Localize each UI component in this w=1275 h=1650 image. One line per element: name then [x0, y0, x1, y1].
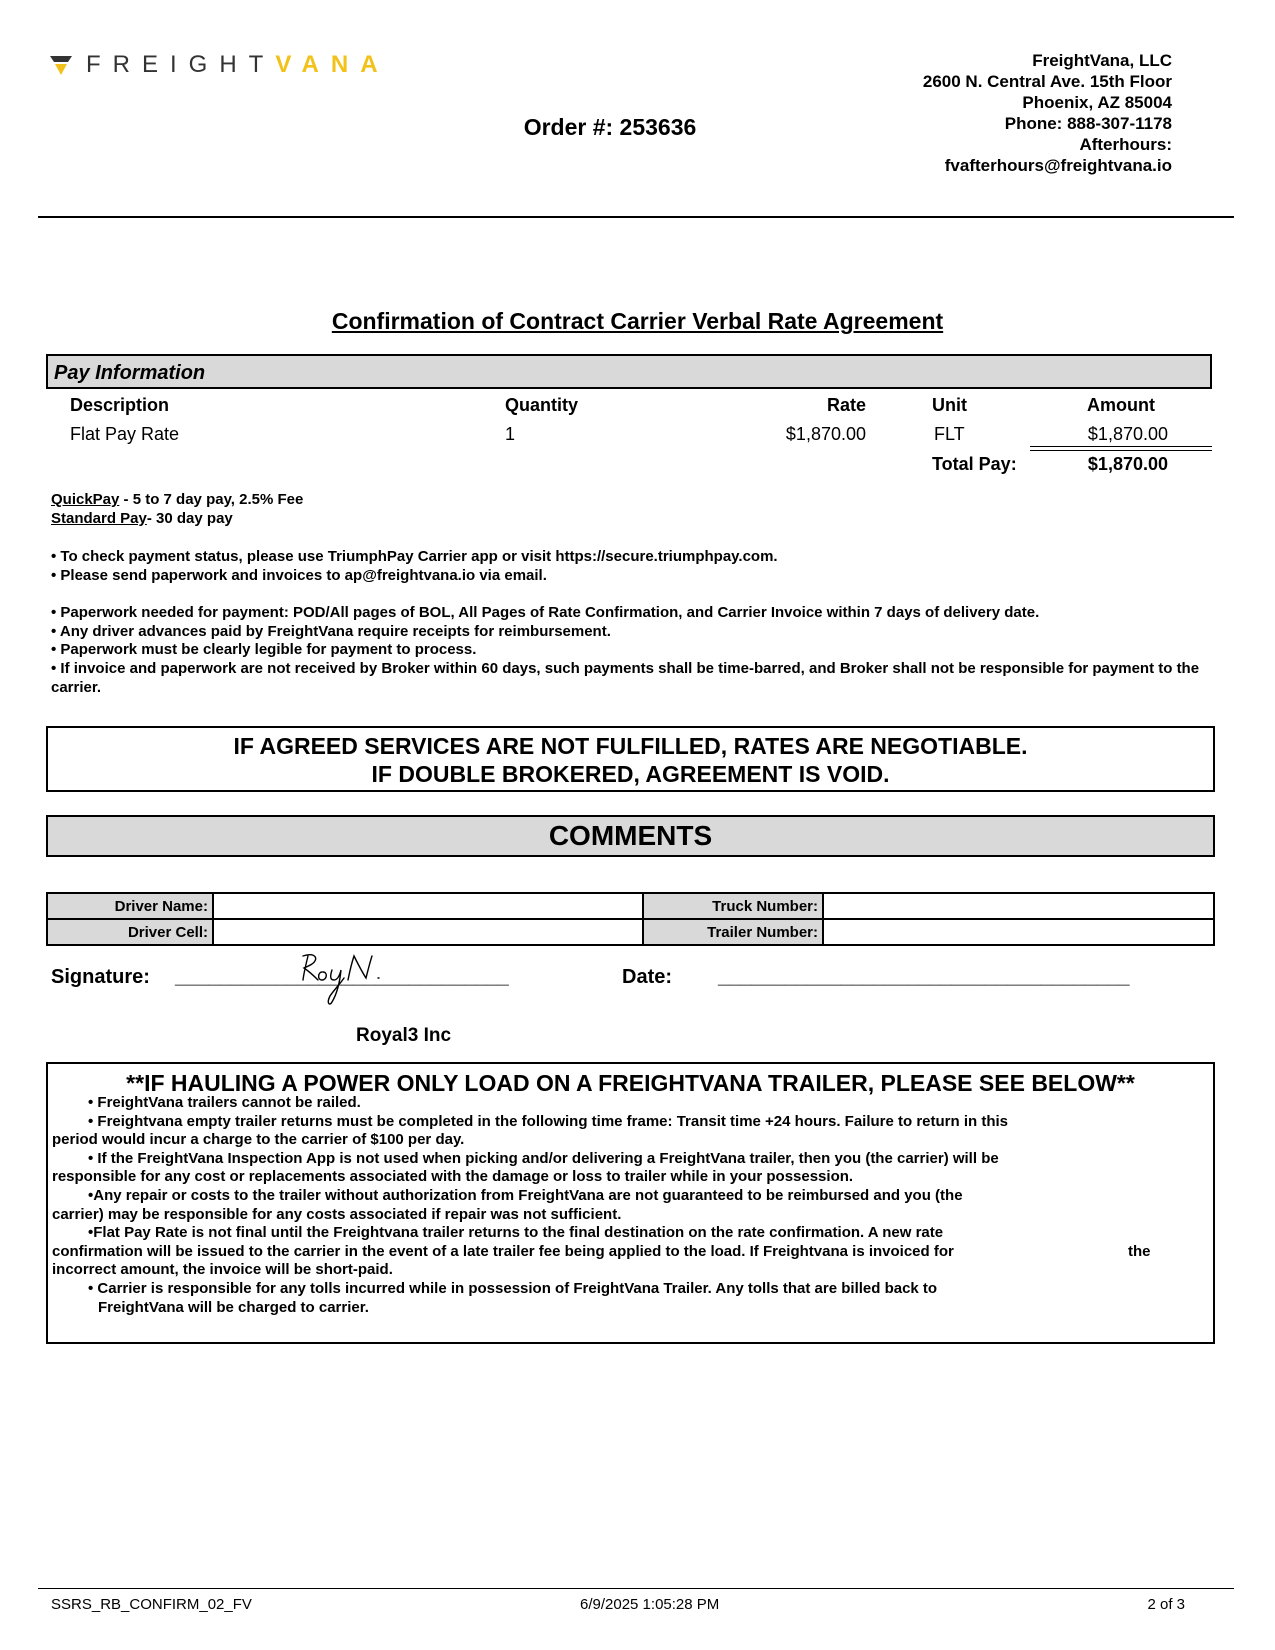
po-item-continued-end: the [1128, 1242, 1151, 1260]
row-quantity: 1 [505, 424, 516, 444]
note-item: • Paperwork needed for payment: POD/All pages of BOL, All Pages of Rate Confirmation, and Carrier Invoice within 7 days of delivery date. [51, 604, 1040, 621]
row-amount: $1,870.00 [1087, 424, 1168, 444]
row-rate: $1,870.00 [785, 424, 866, 444]
po-item-continued: FreightVana will be charged to carrier. [98, 1298, 369, 1316]
po-item: • Carrier is responsible for any tolls incurred while in possession of FreightVana Trailer. Any tolls that are billed back to [88, 1279, 938, 1297]
company-address-line1: 2600 N. Central Ave. 15th Floor [922, 72, 1172, 91]
standard-pay-label: Standard Pay [51, 509, 147, 527]
header-divider [38, 216, 1234, 218]
total-pay-value: $1,870.00 [1087, 454, 1168, 474]
company-address-block [923, 50, 1172, 176]
note-item: • To check payment status, please use TriumphPay Carrier app or visit https://secure.triumphpay.com. [51, 548, 778, 565]
logo-wordmark [86, 51, 390, 79]
footer-divider [38, 1588, 1234, 1589]
signer-name: Royal3 Inc [356, 1025, 452, 1046]
col-header-amount: Amount [1087, 395, 1155, 415]
trailer-number-label: Trailer Number: [643, 919, 823, 945]
row-unit: FLT [934, 424, 965, 444]
footer-report-id: SSRS_RB_CONFIRM_02_FV [51, 1596, 252, 1613]
paperwork-notes [51, 604, 1211, 698]
po-item-continued: responsible for any cost or replacements associated with the damage or loss to trailer while in your possession. [52, 1168, 854, 1186]
date-line[interactable]: _____________________________________ [718, 966, 1130, 988]
trailer-number-field[interactable] [823, 919, 1214, 945]
quickpay-text: - 5 to 7 day pay, 2.5% Fee [119, 491, 304, 508]
comments-header: COMMENTS [46, 815, 1215, 857]
po-item-continued-row [52, 1243, 1202, 1262]
company-name: FreightVana, LLC [1032, 51, 1172, 70]
col-header-description: Description [70, 395, 170, 415]
logo-word-freight: FREIGHT [86, 51, 276, 78]
date-label: Date: [622, 966, 673, 988]
signature-label: Signature: [51, 966, 150, 988]
driver-cell-label: Driver Cell: [47, 919, 213, 945]
signature-line[interactable]: ______________________________ [175, 966, 509, 988]
po-item-continued: confirmation will be issued to the carrier in the event of a late trailer fee being applied to the load. If Freightvana is invoiced for [52, 1242, 954, 1260]
warning-line-1: IF AGREED SERVICES ARE NOT FULFILLED, RATES ARE NEGOTIABLE. [233, 733, 1028, 759]
po-item: • FreightVana trailers cannot be railed. [88, 1094, 361, 1111]
power-only-box [46, 1062, 1215, 1344]
note-item: • Any driver advances paid by FreightVana require receipts for reimbursement. [51, 622, 611, 640]
driver-name-label: Driver Name: [47, 893, 213, 919]
company-address-line2: Phoenix, AZ 85004 [1022, 93, 1172, 112]
standard-pay-line [51, 510, 1211, 529]
warning-line-2: IF DOUBLE BROKERED, AGREEMENT IS VOID. [371, 761, 890, 787]
po-item-continued: incorrect amount, the invoice will be short-paid. [52, 1261, 393, 1279]
col-header-quantity: Quantity [505, 395, 579, 415]
power-only-terms [52, 1094, 1202, 1317]
driver-cell-field[interactable] [213, 919, 643, 945]
company-phone: Phone: 888-307-1178 [1004, 114, 1172, 133]
col-header-rate: Rate [826, 395, 866, 415]
pay-terms [51, 491, 1211, 528]
truck-number-field[interactable] [823, 893, 1214, 919]
freightvana-logo-mark-icon [50, 54, 72, 76]
company-email: fvafterhours@freightvana.io [944, 156, 1172, 175]
po-item-continued: period would incur a charge to the carrier of $100 per day. [52, 1131, 465, 1149]
amount-double-underline [1030, 446, 1212, 451]
po-item: •Flat Pay Rate is not final until the Freightvana trailer returns to the final destination on the rate confirmation. A new rate [88, 1224, 944, 1242]
pay-information-header: Pay Information [46, 354, 1212, 389]
total-pay-label: Total Pay: [932, 454, 1017, 474]
company-afterhours: Afterhours: [1079, 135, 1172, 154]
rate-warning-box [46, 726, 1215, 792]
note-item: • Please send paperwork and invoices to ap@freightvana.io via email. [51, 566, 547, 584]
freightvana-logo [50, 52, 390, 78]
note-item: • Paperwork must be clearly legible for payment to process. [51, 641, 477, 659]
handwritten-signature [300, 950, 410, 1010]
power-only-title: **IF HAULING A POWER ONLY LOAD ON A FREIGHTVANA TRAILER, PLEASE SEE BELOW** [126, 1070, 1135, 1096]
col-header-unit: Unit [932, 395, 967, 415]
logo-word-vana: VANA [275, 51, 390, 78]
po-item: •Any repair or costs to the trailer without authorization from FreightVana are not guaranteed to be reimbursed and you (the [88, 1186, 963, 1204]
truck-number-label: Truck Number: [643, 893, 823, 919]
driver-info-table [46, 892, 1215, 946]
po-item: • If the FreightVana Inspection App is not used when picking and/or delivering a FreightVana trailer, then you (the carrier) will be [88, 1149, 999, 1167]
quickpay-label: QuickPay [51, 491, 120, 508]
po-item-continued: carrier) may be responsible for any costs associated if repair was not sufficient. [52, 1205, 622, 1223]
document-title: Confirmation of Contract Carrier Verbal Rate Agreement [331, 308, 944, 334]
payment-notes [51, 548, 1211, 585]
po-item: • Freightvana empty trailer returns must be completed in the following time frame: Transit time +24 hours. Failure to return in this [88, 1112, 1009, 1130]
note-item: • If invoice and paperwork are not received by Broker within 60 days, such payments shall be time-barred, and Broker shall not be responsible for payment to the carrier. [51, 660, 1200, 696]
row-description: Flat Pay Rate [70, 424, 180, 444]
quickpay-line [51, 491, 1211, 510]
order-number: Order #: 253636 [523, 114, 697, 140]
footer-page-number: 2 of 3 [1147, 1596, 1185, 1613]
driver-name-field[interactable] [213, 893, 643, 919]
footer-timestamp: 6/9/2025 1:05:28 PM [580, 1596, 720, 1613]
standard-pay-text: - 30 day pay [146, 509, 233, 527]
